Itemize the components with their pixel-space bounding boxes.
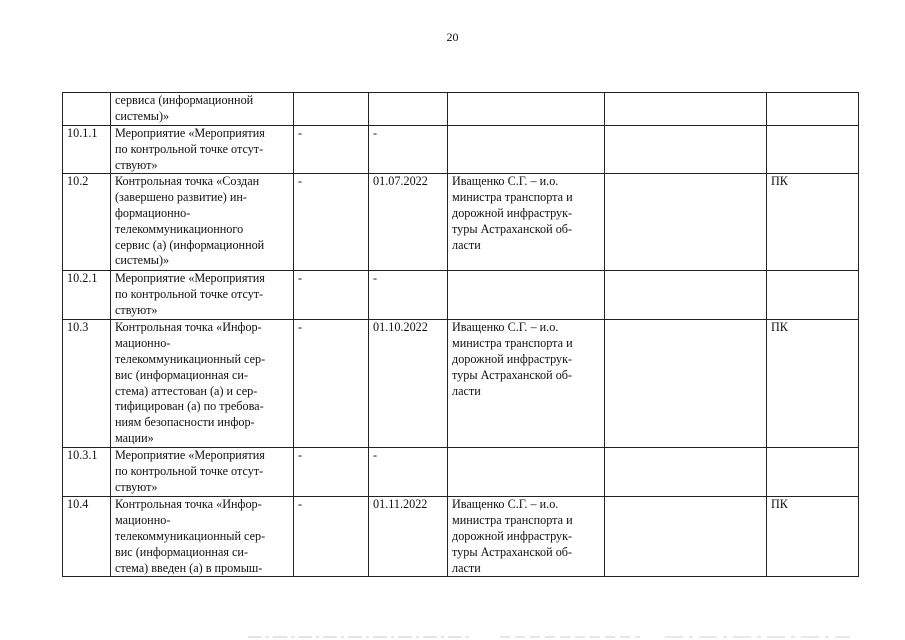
- end-date-cell: 01.11.2022: [369, 497, 448, 577]
- event-name-cell: Контрольная точка «Инфор- мационно- телекоммуникационный сер- вис (информационная си- стема) введен (а) в промыш-: [111, 497, 294, 577]
- table-body: [63, 93, 859, 577]
- table-row: [63, 448, 859, 497]
- row-number-cell: 10.1.1: [63, 126, 111, 174]
- control-level-cell: [767, 271, 859, 320]
- plan-table: [62, 92, 859, 577]
- end-date-cell: -: [369, 126, 448, 174]
- table-row: [63, 497, 859, 577]
- responsible-cell: [448, 93, 605, 126]
- result-cell: [605, 126, 767, 174]
- start-date-cell: -: [294, 271, 369, 320]
- responsible-cell: Иващенко С.Г. – и.о. министра транспорта и дорожной инфраструк- туры Астраханской об- ласти: [448, 320, 605, 448]
- result-cell: [605, 320, 767, 448]
- row-number-cell: 10.2: [63, 174, 111, 271]
- result-cell: [605, 174, 767, 271]
- responsible-cell: Иващенко С.Г. – и.о. министра транспорта и дорожной инфраструк- туры Астраханской об- ласти: [448, 174, 605, 271]
- start-date-cell: -: [294, 126, 369, 174]
- table-row: [63, 271, 859, 320]
- event-name-cell: сервиса (информационной системы)»: [111, 93, 294, 126]
- control-level-cell: ПК: [767, 497, 859, 577]
- event-name-cell: Контрольная точка «Создан (завершено развитие) ин- формационно- телекоммуникационного сервис (а) (информационной системы)»: [111, 174, 294, 271]
- start-date-cell: -: [294, 320, 369, 448]
- responsible-cell: [448, 448, 605, 497]
- page-number: 20: [446, 30, 459, 44]
- start-date-cell: -: [294, 174, 369, 271]
- row-number-cell: 10.4: [63, 497, 111, 577]
- responsible-cell: [448, 126, 605, 174]
- table-row: [63, 320, 859, 448]
- control-level-cell: [767, 126, 859, 174]
- event-name-cell: Мероприятие «Мероприятия по контрольной точке отсут- ствуют»: [111, 126, 294, 174]
- table-row: [63, 93, 859, 126]
- event-name-cell: Контрольная точка «Инфор- мационно- телекоммуникационный сер- вис (информационная си- стема) аттестован (а) и сер- тифицирован (а) по требова- ниям безопасности инфор- мации»: [111, 320, 294, 448]
- result-cell: [605, 448, 767, 497]
- end-date-cell: -: [369, 448, 448, 497]
- result-cell: [605, 93, 767, 126]
- end-date-cell: -: [369, 271, 448, 320]
- row-number-cell: 10.3: [63, 320, 111, 448]
- control-level-cell: ПК: [767, 174, 859, 271]
- control-level-cell: [767, 93, 859, 126]
- result-cell: [605, 497, 767, 577]
- start-date-cell: -: [294, 497, 369, 577]
- scan-artifact: [0, 632, 905, 640]
- row-number-cell: 10.2.1: [63, 271, 111, 320]
- start-date-cell: -: [294, 448, 369, 497]
- control-level-cell: ПК: [767, 320, 859, 448]
- result-cell: [605, 271, 767, 320]
- responsible-cell: Иващенко С.Г. – и.о. министра транспорта и дорожной инфраструк- туры Астраханской об- ласти: [448, 497, 605, 577]
- row-number-cell: 10.3.1: [63, 448, 111, 497]
- event-name-cell: Мероприятие «Мероприятия по контрольной точке отсут- ствуют»: [111, 271, 294, 320]
- responsible-cell: [448, 271, 605, 320]
- control-level-cell: [767, 448, 859, 497]
- table-row: [63, 174, 859, 271]
- event-name-cell: Мероприятие «Мероприятия по контрольной точке отсут- ствуют»: [111, 448, 294, 497]
- start-date-cell: [294, 93, 369, 126]
- end-date-cell: [369, 93, 448, 126]
- end-date-cell: 01.07.2022: [369, 174, 448, 271]
- end-date-cell: 01.10.2022: [369, 320, 448, 448]
- table-row: [63, 126, 859, 174]
- row-number-cell: [63, 93, 111, 126]
